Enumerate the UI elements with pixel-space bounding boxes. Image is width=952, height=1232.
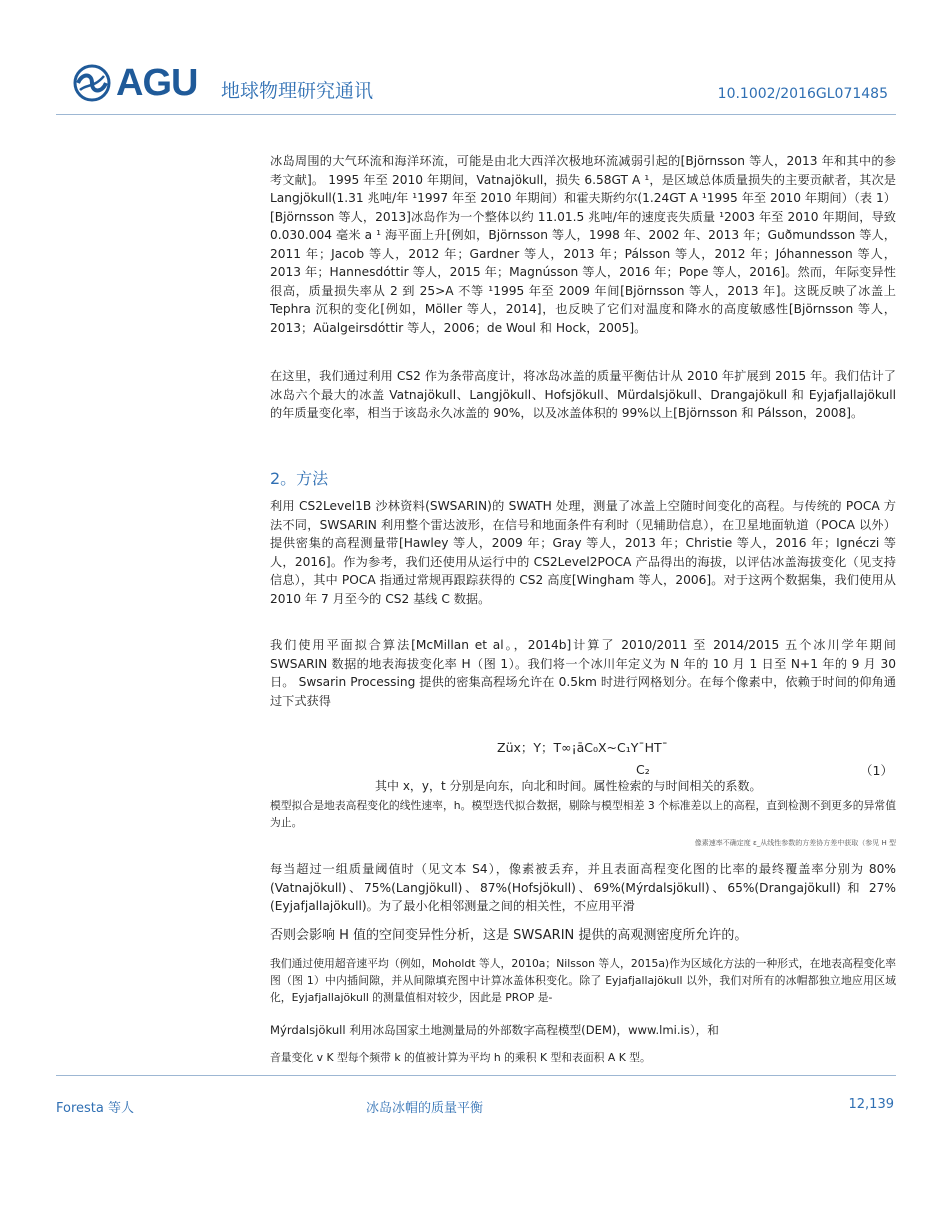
paragraph-9: [270, 1022, 896, 1039]
paragraph-9-text: Mýrdalsjökull 利用冰岛国家土地测量局的外部数字高程模型(DEM)，www.lmi.is），和: [270, 1023, 719, 1037]
paragraph-1: [270, 152, 896, 337]
paragraph-5-text: 模型拟合是地表高程变化的线性速率，h。模型迭代拟合数据，剔除与模型相差 3 个标准差以上的高程，直到检测不到更多的异常值为止。: [270, 799, 896, 829]
footer-page-number: 12,139: [848, 1097, 894, 1112]
paragraph-8-text: 我们通过使用超音速平均（例如，Moholdt 等人，2010a；Nilsson 等人，2015a)作为区域化方法的一种形式，在地表高程变化率图（图 1）中内插间隙，并从间隙填充图中计算冰盖体积变化。除了 Eyjafjallajökull 以外，我们对所有的冰帽都独立地应用区域化，Eyjafjallajökull 的测量值相对较少，因此是 PROP 是-: [270, 957, 896, 1004]
equation-1-denominator: C₂: [636, 762, 650, 777]
footer-rule: [56, 1075, 896, 1076]
tiny-note: 像素速率不确定度 ε_从线性参数的方差协方差中获取（参见 H 型: [694, 839, 896, 847]
journal-title: 地球物理研究通讯: [221, 80, 374, 102]
paragraph-3: [270, 497, 896, 608]
paragraph-7-text: 否则会影响 H 值的空间变异性分析，这是 SWSARIN 提供的高观测密度所允许的。: [270, 928, 748, 943]
paragraph-5: [270, 797, 896, 831]
footer-title: 冰岛冰帽的质量平衡: [366, 1101, 484, 1116]
paragraph-2-text: 在这里，我们通过利用 CS2 作为条带高度计，将冰岛冰盖的质量平衡估计从 2010 年扩展到 2015 年。我们估计了冰岛六个最大的冰盖 Vatnajökull、Langjökull、Hofsjökull、Mürdalsjökull、Drangajökull 和 Eyjafjallajökull 的年质量变化率，相当于该岛永久冰盖的 90%，以及冰盖体积的 99%以上[Björnsson 和 Pálsson，2008]。: [270, 369, 896, 420]
footer-authors: Foresta 等人: [56, 1101, 134, 1116]
section-heading-methods: 2。方法: [270, 469, 329, 488]
paragraph-6: [270, 860, 896, 916]
logo-text: AGU: [116, 62, 198, 104]
paragraph-10: [270, 1049, 896, 1066]
paragraph-7: [270, 927, 896, 946]
agu-logo: [72, 64, 197, 102]
paragraph-3-text: 利用 CS2Level1B 沙林资料(SWSARIN)的 SWATH 处理，测量了冰盖上空随时间变化的高程。与传统的 POCA 方法不同，SWSARIN 利用整个雷达波形，在信号和地面条件有利时（见辅助信息），在卫星地面轨道（POCA 以外）提供密集的高程测量带[Hawley 等人，2009 年；Gray 等人，2013 年；Christie 等人，2016 年；Ignéczi 等人，2016]。作为参考，我们还使用从运行中的 CS2Level2POCA 产品得出的海拔，以评估冰盖海拔变化（见支持信息），其中 POCA 指通过常规再跟踪获得的 CS2 高度[Wingham 等人，2006]。对于这两个数据集，我们使用从 2010 年 7 月至今的 CS2 基线 C 数据。: [270, 499, 896, 606]
page-header: [0, 0, 952, 116]
agu-swirl-icon: [72, 64, 112, 102]
paragraph-6-text: 每当超过一组质量阈值时（见文本 S4），像素被丢弃，并且表面高程变化图的比率的最终覆盖率分别为 80%(Vatnajökull)、75%(Langjökull)、87%(Hofsjökull)、69%(Mýrdalsjökull)、65%(Drangajökull) 和 27%(Eyjafjallajökull)。为了最小化相邻测量之间的相关性，不应用平滑: [270, 862, 896, 913]
equation-number: （1）: [860, 763, 893, 778]
equation-1: Züx；Y；T∞¡āC₀X~C₁Y¯HT¯: [497, 740, 668, 755]
doi: 10.1002/2016GL071485: [717, 86, 888, 102]
paragraph-1-text: 冰岛周围的大气环流和海洋环流，可能是由北大西洋次极地环流减弱引起的[Björnsson 等人，2013 年和其中的参考文献]。 1995 年至 2010 年期间，Vatnajökull，损失 6.58GT A ¹，是区域总体质量损失的主要贡献者，其次是 Langjökull(1.31 兆吨/年 ¹1997 年至 2010 年期间）和霍夫斯约尔(1.24GT A ¹1995 年至 2010 年期间）（表 1）[Björnsson 等人，2013]冰岛作为一个整体以约 11.01.5 兆吨/年的速度丧失质量 ¹2003 年至 2010 年期间，导致 0.030.004 毫米 a ¹ 海平面上升[例如，Björnsson 等人，1998 年、2002 年、2013 年；Guðmundsson 等人，2011 年；Jacob 等人，2012 年；Gardner 等人，2013 年；Pálsson 等人，2012 年；Jóhannesson 等人，2013 年；Hannesdóttir 等人，2015 年；Magnússon 等人，2016 年；Pope 等人，2016]。然而，年际变异性很高，质量损失率从 2 到 25>A 不等 ¹1995 年至 2009 年间[Björnsson 等人，2013 年]。这既反映了冰盖上 Tephra 沉积的变化[例如，Möller 等人，2014]，也反映了它们对温度和降水的高度敏感性[Björnsson 等人，2013；Aüalgeirsdóttir 等人，2006；de Woul 和 Hock，2005]。: [270, 154, 896, 335]
paragraph-8: [270, 955, 896, 1006]
paragraph-10-text: 音量变化 v K 型每个频带 k 的值被计算为平均 h 的乘积 K 型和表面积 A K 型。: [270, 1051, 651, 1064]
paragraph-2: [270, 367, 896, 423]
paragraph-4: [270, 636, 896, 710]
header-rule: [56, 114, 896, 115]
paragraph-4-text: 我们使用平面拟合算法[McMillan et al。，2014b]计算了 2010/2011 至 2014/2015 五个冰川学年期间 SWSARIN 数据的地表海拔变化率 H（图 1）。我们将一个冰川年定义为 N 年的 10 月 1 日至 N+1 年的 9 月 30 日。 Swsarin Processing 提供的密集高程场允许在 0.5km 时进行网格划分。在每个像素中，依赖于时间的仰角通过下式获得: [270, 638, 896, 708]
equation-where: 其中 x，y，t 分别是向东，向北和时间。属性检索的与时间相关的系数。: [375, 779, 762, 793]
